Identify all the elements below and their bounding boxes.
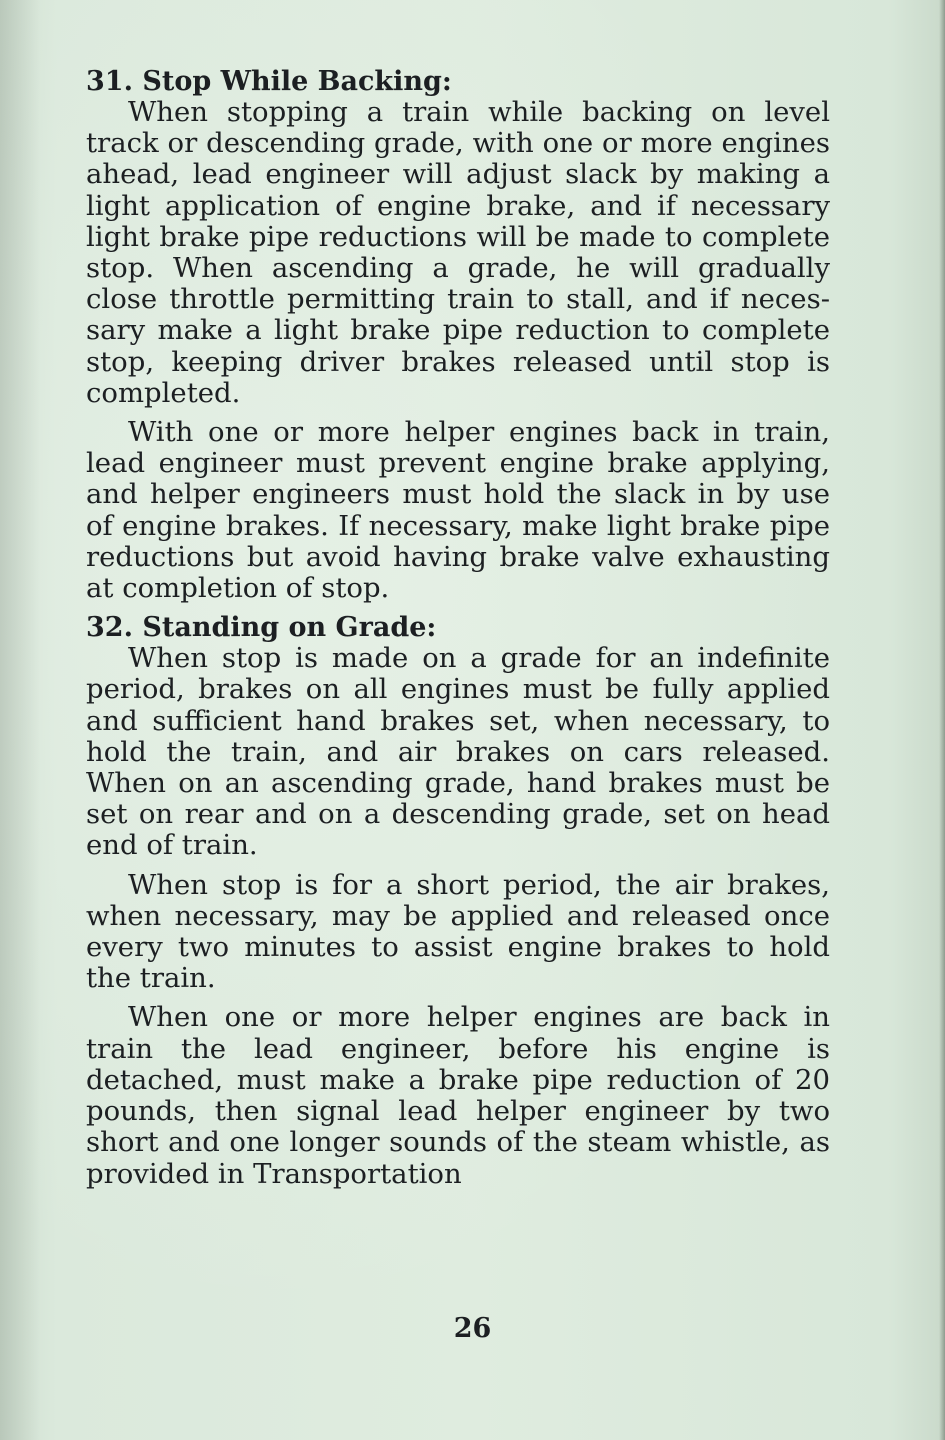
page-edge-right <box>939 0 945 1440</box>
section-heading: 31. Stop While Backing: <box>86 66 452 97</box>
section-standing-on-grade <box>86 612 830 1189</box>
paragraph: When one or more helper engines are back in train the lead engineer, before his engine is detached, must make a brake pipe reduction of 20 pounds, then signal lead helper engineer by two short and one longer sounds of the steam whistle, as provided in Transportation <box>86 1001 830 1190</box>
section-stop-while-backing <box>86 66 830 604</box>
paragraph: When stop is made on a grade for an indefinite period, brakes on all engines must be fully applied and sufficient hand brakes set, when necessary, to hold the train, and air brakes on cars released. When on an ascending grade, hand brakes must be set on rear and on a descending grade, set on head end of train. <box>86 642 830 862</box>
page-number: 26 <box>453 1313 492 1344</box>
paragraph: When stopping a train while backing on level track or descending grade, with one or more engines ahead, lead engineer will adjust slack by making a light application of engine brake, and if necessary light brake pipe reductions will be made to complete stop. When ascending a grade, he will gradually close throttle permitting train to stall, and if necessary make a light brake pipe reduction to complete stop, keeping driver brakes released until stop is completed. <box>86 96 830 409</box>
page-body <box>86 66 830 1198</box>
section-heading: 32. Standing on Grade: <box>86 612 437 644</box>
page-shadow-left <box>0 0 40 1440</box>
paragraph: When stop is for a short period, the air brakes, when necessary, may be applied and released once every two minutes to assist engine brakes to hold the train. <box>86 868 830 995</box>
paragraph: With one or more helper engines back in train, lead engineer must prevent engine brake applying, and helper engineers must hold the slack in by use of engine brakes. If necessary, make light brake pipe reductions but avoid having brake valve exhausting at completion of stop. <box>86 416 830 605</box>
